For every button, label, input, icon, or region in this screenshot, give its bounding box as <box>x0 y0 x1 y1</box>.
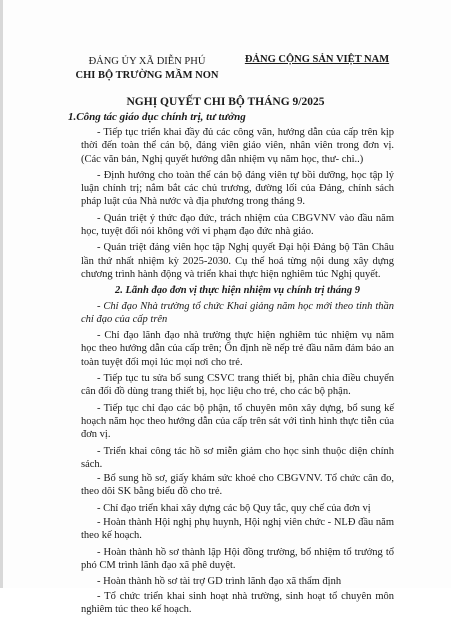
section-2-paragraph: - Tiếp tục chỉ đạo các bộ phận, tổ chuyên môn xây dựng, bổ sung kế hoạch năm học theo hướng dẫn của cấp trên sát với tình hình thực tiễn của đơn vị. <box>81 402 394 441</box>
document-body <box>81 126 394 619</box>
section-2-paragraph: - Chỉ đạo triển khai xây dựng các bộ Quy tắc, quy chế của đơn vị <box>97 502 371 514</box>
section-2-paragraph: - Bổ sung hồ sơ, giấy khám sức khoẻ cho CBGVNV. Tổ chức cân đo, theo dõi SK bằng biểu đồ cho trẻ. <box>81 473 394 498</box>
section-1-paragraph: - Tiếp tục triển khai đầy đủ các công văn, hướng dẫn của cấp trên kịp thời đến toàn thể cán bộ, đảng viên giáo viên, nhân viên trong đơn vị. (Các văn bản, Nghị quyết hướng dẫn nhiệm vụ năm học, thư- chi..) <box>81 127 394 165</box>
section-2-paragraph: - Hoàn thành hồ sơ thành lập Hội đồng trường, bổ nhiệm tổ trưởng tổ phó CM trình lãnh đạo xã phê duyệt. <box>81 546 394 571</box>
section-2-heading: 2. Lãnh đạo đơn vị thực hiện nhiệm vụ chính trị tháng 9 <box>114 285 361 297</box>
section-1-paragraph: - Định hướng cho toàn thể cán bộ đảng viên tự bồi dưỡng, học tập lý luận chính trị; nắm bắt các chủ trương, đường lối của Đảng, chính sách pháp luật của Nhà nước và địa phương trong tháng 9. <box>81 169 394 208</box>
section-2-paragraph: - Tổ chức triển khai sinh hoạt nhà trường, sinh hoạt tổ chuyên môn nghiêm túc theo kế hoạch. <box>81 590 394 615</box>
section-1-paragraph: - Quán triệt đảng viên học tập Nghị quyết Đại hội Đảng bộ Tân Châu lần thứ nhất nhiệm kỳ 2025-2030. Cụ thể hoá từng nội dung xây dựng chương trình hành động và triển khai thực hiện nghiêm túc Nghị quyết. <box>81 242 394 280</box>
page-edge-shadow <box>0 0 3 588</box>
party-committee-name: ĐẢNG ỦY XÃ DIỄN PHÚ <box>88 56 206 67</box>
section-1-heading: 1.Công tác giáo dục chính trị, tư tưởng <box>68 111 246 123</box>
party-cell-name: CHI BỘ TRƯỜNG MẦM NON <box>75 70 219 81</box>
section-2-paragraph: - Hoàn thành hồ sơ tài trợ GD trình lãnh đạo xã thẩm định <box>97 576 342 588</box>
section-2-intro: - Chỉ đạo Nhà trường tổ chức Khai giảng năm học mới theo tinh thần chỉ đạo của cấp trên <box>81 300 394 325</box>
section-2-paragraph: - Tiếp tục tu sửa bổ sung CSVC trang thiết bị, phân chia điều chuyển cân đối đồ dùng trang thiết bị, học liệu cho trẻ, cho các bộ phận. <box>81 373 394 398</box>
national-motto: ĐẢNG CỘNG SẢN VIỆT NAM <box>244 54 390 65</box>
section-2-paragraph: - Triển khai công tác hồ sơ miễn giảm cho học sinh thuộc diện chính sách. <box>81 445 394 470</box>
document-title: NGHỊ QUYẾT CHI BỘ THÁNG 9/2025 <box>126 96 325 108</box>
issuing-authority <box>62 55 232 82</box>
section-1-paragraph: - Quán triệt ý thức đạo đức, trách nhiệm của CBGVNV vào đầu năm học, tuyệt đối nói không với vi phạm đạo đức nhà giáo. <box>81 212 394 238</box>
section-2-paragraph: - Hoàn thành Hội nghị phụ huynh, Hội nghị viên chức - NLĐ đầu năm theo kế hoạch. <box>81 517 394 542</box>
section-2-paragraph: - Chỉ đạo lãnh đạo nhà trường thực hiện nghiêm túc nhiệm vụ năm học theo hướng dẫn của cấp trên; Ổn định nề nếp trẻ đầu năm đảm bảo an toàn tuyệt đối mọi lúc mọi nơi cho trẻ. <box>81 330 394 368</box>
